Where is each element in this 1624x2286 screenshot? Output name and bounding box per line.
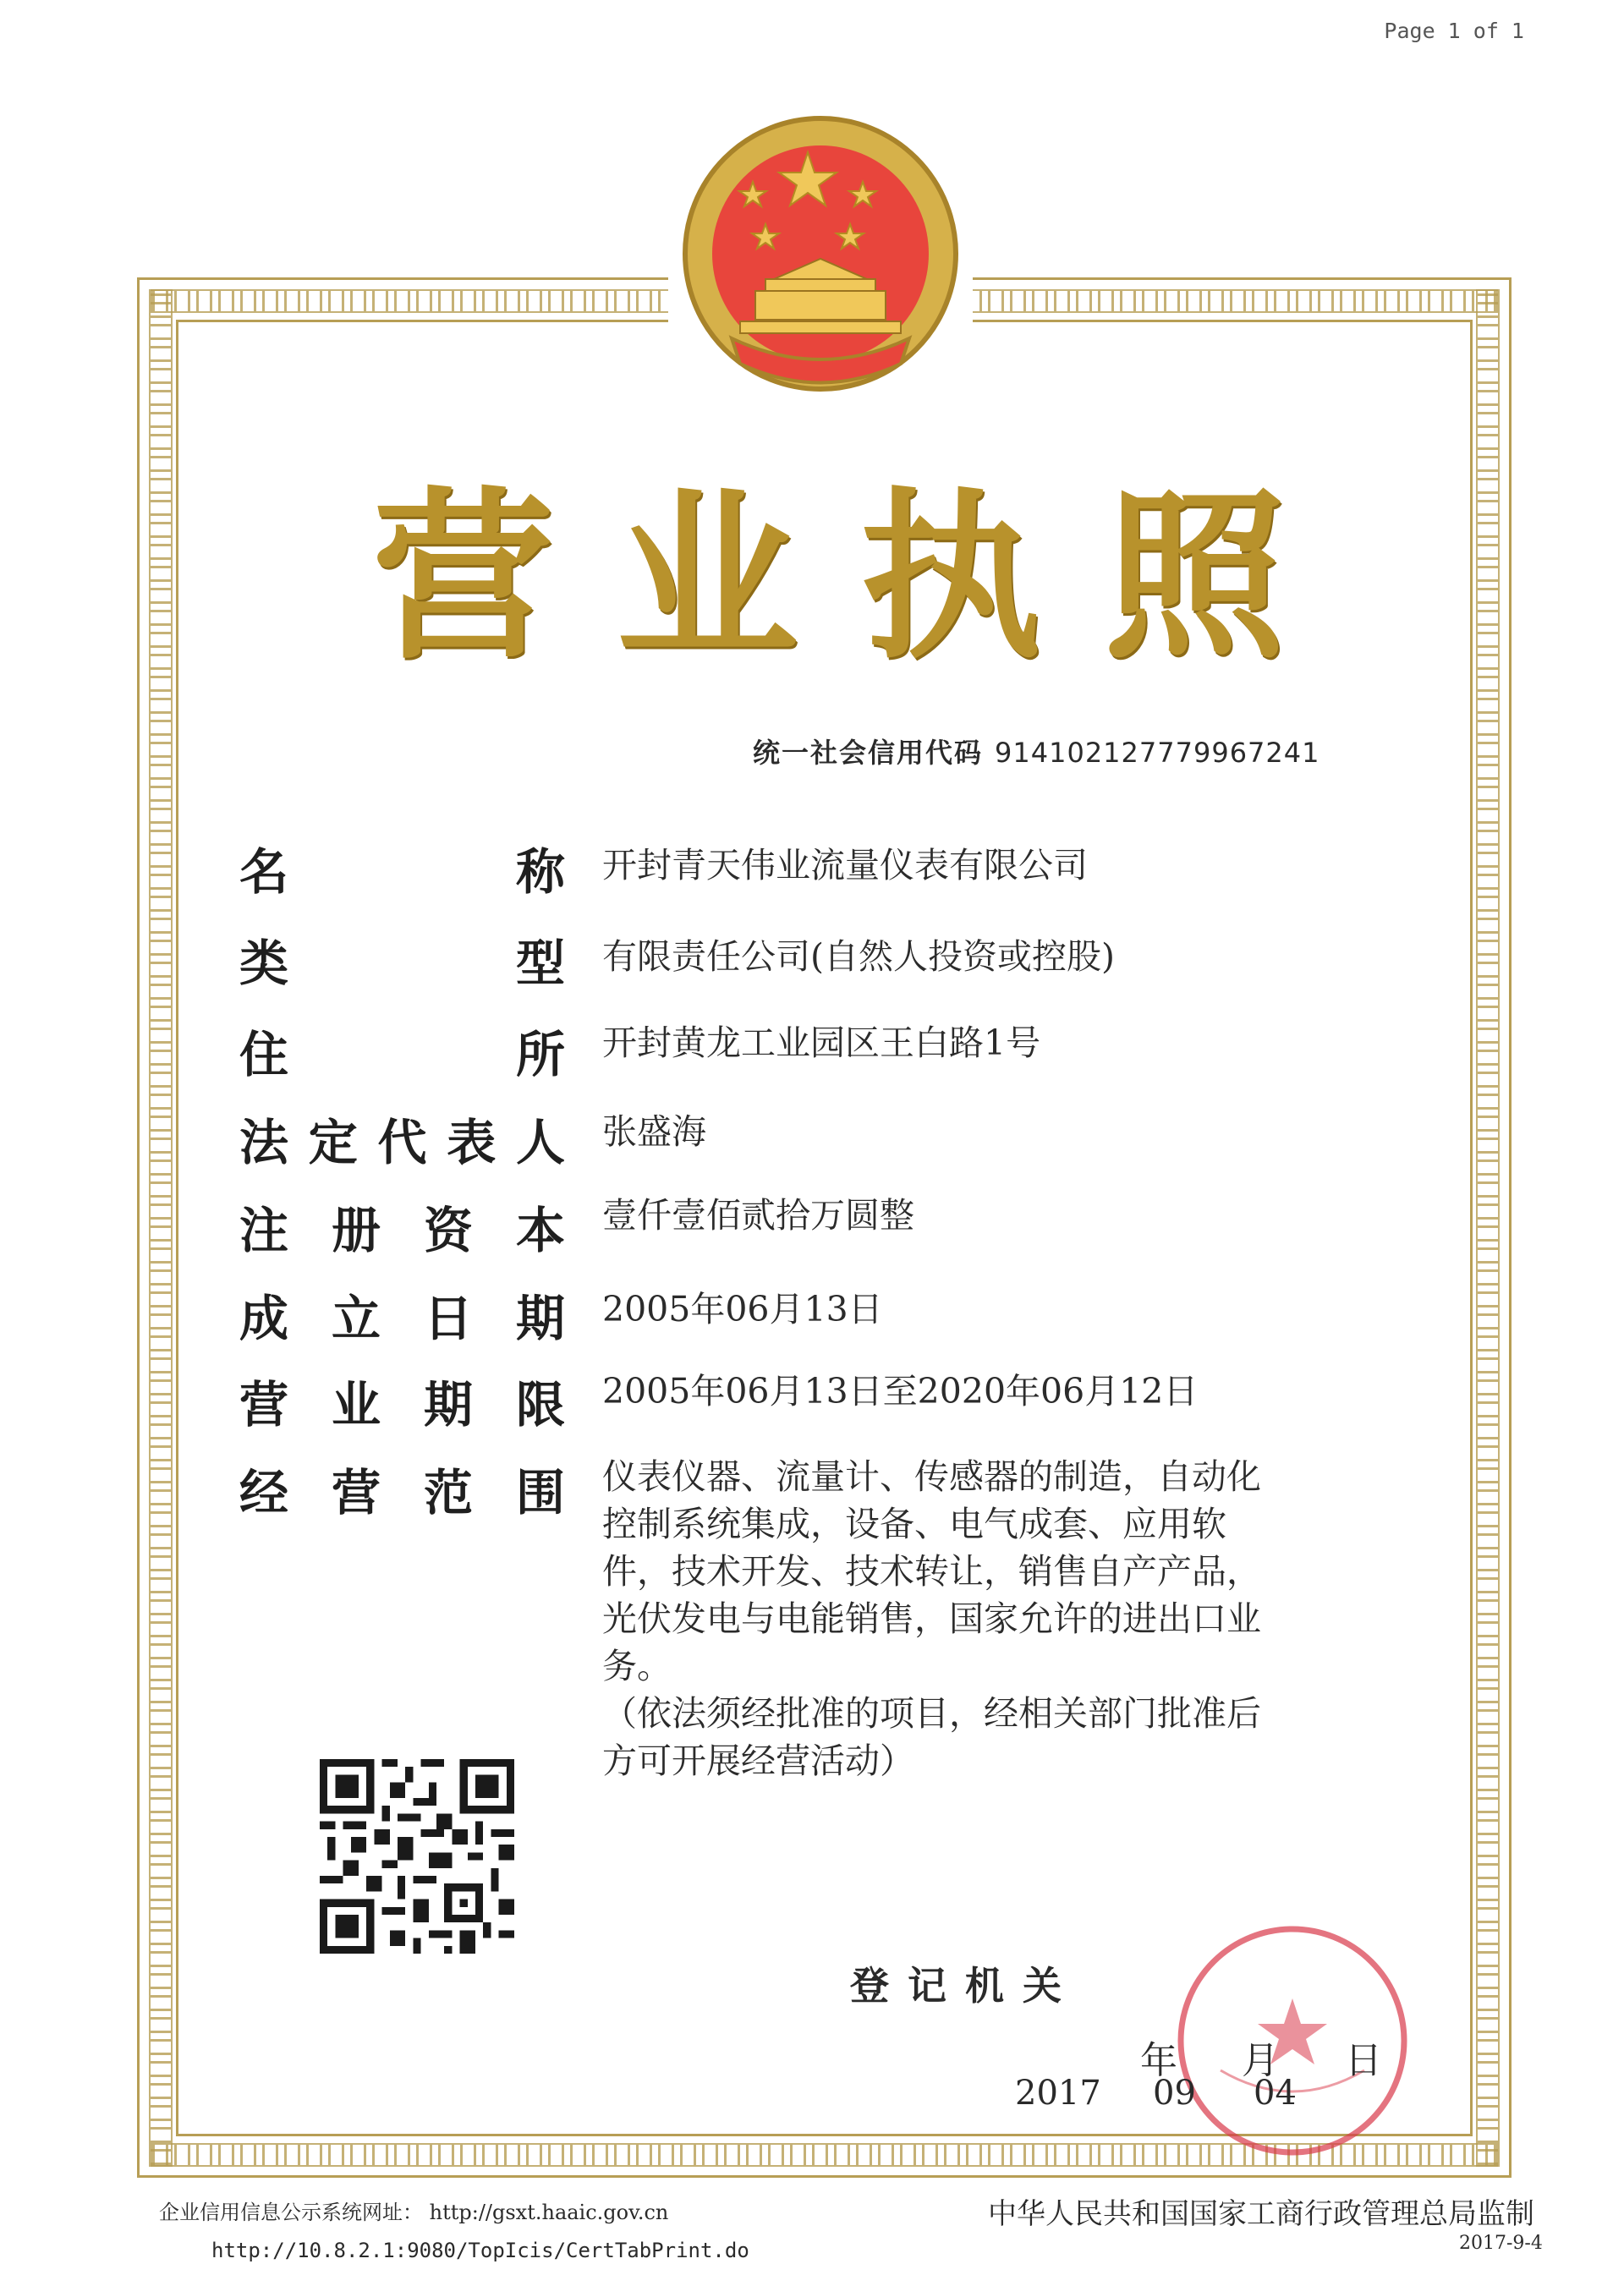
- field-label-address: [239, 1015, 565, 1086]
- label-char: 营: [331, 1464, 381, 1521]
- scope-line: 光伏发电与电能销售，国家允许的进出口业: [602, 1598, 1261, 1639]
- credit-code-label: 统一社会信用代码: [753, 737, 984, 769]
- label-char: 营: [239, 1376, 289, 1434]
- document-title: [372, 457, 1286, 683]
- label-char: 立: [331, 1290, 381, 1347]
- field-label-type: [239, 924, 565, 995]
- issue-year: 2017: [1015, 2074, 1101, 2113]
- credit-code-value: 914102127779967241: [995, 737, 1320, 769]
- label-char: 业: [331, 1376, 381, 1434]
- border-pattern-left: [149, 289, 173, 2167]
- label-char: 住: [239, 1026, 289, 1083]
- scope-line: （依法须经批准的项目，经相关部门批准后: [602, 1693, 1261, 1734]
- label-char: 日: [423, 1290, 473, 1347]
- business-scope-text: [602, 1453, 1363, 1784]
- label-char: 范: [423, 1464, 473, 1521]
- page-indicator: Page 1 of 1: [1384, 19, 1524, 43]
- title-char: 营: [372, 471, 554, 683]
- field-label-established: [239, 1279, 565, 1350]
- issue-month: 09: [1153, 2074, 1196, 2113]
- national-emblem-icon: [672, 110, 968, 414]
- border-pattern-right: [1476, 289, 1500, 2167]
- registration-authority-label: 登记机关: [850, 1963, 1080, 2009]
- label-char: 期: [423, 1376, 473, 1434]
- footer-url: http://10.8.2.1:9080/TopIcis/CertTabPrint.do: [211, 2239, 749, 2262]
- label-char: 称: [515, 843, 565, 901]
- title-char: 执: [859, 471, 1042, 683]
- label-char: 法: [239, 1114, 289, 1171]
- scope-line: 务。: [602, 1646, 672, 1686]
- label-char: 围: [515, 1464, 565, 1521]
- credit-code-row: [753, 732, 1320, 770]
- title-char: 业: [616, 471, 798, 683]
- qr-code-icon: [320, 1759, 514, 1954]
- field-value-term: 2005年06月13日至2020年06月12日: [602, 1371, 1199, 1412]
- label-char: 本: [515, 1202, 565, 1259]
- scope-line: 仪表仪器、流量计、传感器的制造，自动化: [602, 1456, 1261, 1497]
- label-char: 期: [515, 1290, 565, 1347]
- label-char: 注: [239, 1202, 289, 1259]
- field-label-legal-rep: [239, 1103, 565, 1174]
- footer-website-note: 企业信用信息公示系统网址： http://gsxt.haaic.gov.cn: [159, 2201, 669, 2224]
- footer-print-date: 2017-9-4: [1459, 2233, 1543, 2254]
- label-char: 成: [239, 1290, 289, 1347]
- scope-line: 控制系统集成，设备、电气成套、应用软: [602, 1504, 1226, 1544]
- label-char: 所: [515, 1026, 565, 1083]
- label-char: 人: [515, 1114, 565, 1171]
- month-label: 月: [1242, 2039, 1279, 2082]
- field-value-established: 2005年06月13日: [602, 1289, 883, 1329]
- scope-line: 件，技术开发、技术转让，销售自产产品，: [602, 1551, 1261, 1592]
- label-char: 定: [308, 1114, 358, 1171]
- title-char: 照: [1103, 471, 1286, 683]
- label-char: 表: [447, 1114, 497, 1171]
- label-char: 名: [239, 843, 289, 901]
- field-label-capital: [239, 1191, 565, 1262]
- label-char: 代: [377, 1114, 427, 1171]
- day-label: 日: [1345, 2039, 1382, 2082]
- label-char: 类: [239, 935, 289, 992]
- issue-day: 04: [1254, 2074, 1297, 2113]
- label-char: 资: [423, 1202, 473, 1259]
- field-value-name: 开封青天伟业流量仪表有限公司: [602, 845, 1088, 885]
- field-label-scope: [239, 1453, 565, 1524]
- field-label-term: [239, 1365, 565, 1436]
- footer-supervisor: 中华人民共和国国家工商行政管理总局监制: [988, 2197, 1534, 2231]
- label-char: 型: [515, 935, 565, 992]
- label-char: 经: [239, 1464, 289, 1521]
- field-value-legal-rep: 张盛海: [602, 1111, 706, 1152]
- field-label-name: [239, 832, 565, 903]
- label-char: 限: [515, 1376, 565, 1434]
- year-label: 年: [1140, 2039, 1177, 2082]
- field-value-address: 开封黄龙工业园区王白路1号: [602, 1022, 1041, 1063]
- scope-line: 方可开展经营活动）: [602, 1741, 914, 1781]
- label-char: 册: [331, 1202, 381, 1259]
- field-value-capital: 壹仟壹佰贰拾万圆整: [602, 1195, 914, 1236]
- field-value-type: 有限责任公司(自然人投资或控股): [602, 936, 1115, 977]
